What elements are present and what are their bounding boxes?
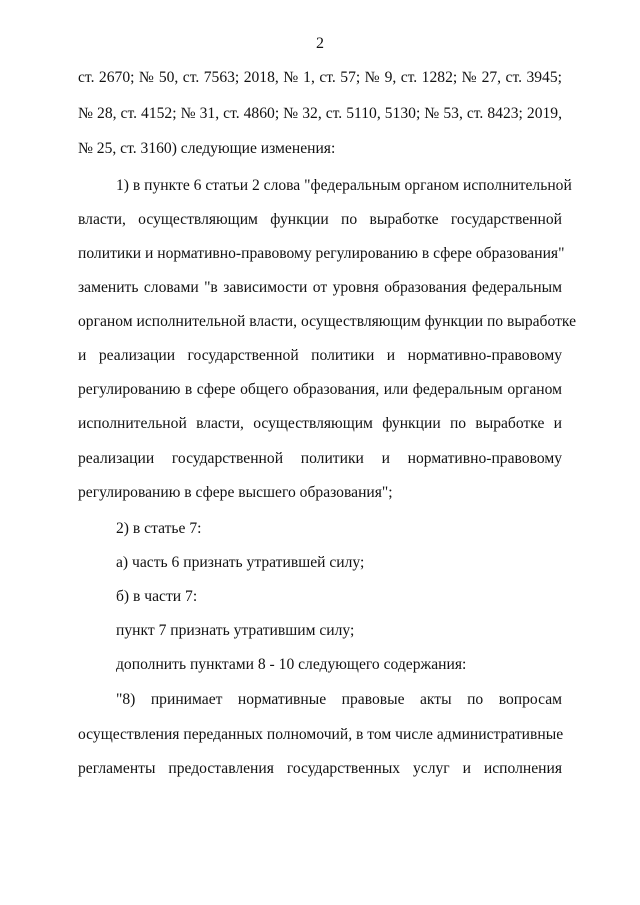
text-line: регулированию в сфере общего образования, или федеральным органом (78, 381, 562, 398)
text-line: б) в части 7: (116, 588, 198, 605)
text-line: органом исполнительной власти, осуществляющим функции по выработке (78, 313, 576, 330)
text-line: "8) принимает нормативные правовые акты по вопросам (116, 691, 562, 708)
text-line: исполнительной власти, осуществляющим функции по выработке и (78, 415, 562, 432)
text-line: пункт 7 признать утратившим силу; (116, 622, 355, 639)
text-line: и реализации государственной политики и нормативно-правовому (78, 347, 562, 364)
page-number: 2 (316, 35, 324, 52)
text-line: ст. 2670; № 50, ст. 7563; 2018, № 1, ст. 57; № 9, ст. 1282; № 27, ст. 3945; (78, 69, 562, 86)
text-line: заменить словами "в зависимости от уровня образования федеральным (78, 279, 562, 296)
text-line: 1) в пункте 6 статьи 2 слова "федеральным органом исполнительной (116, 177, 572, 194)
text-line: дополнить пунктами 8 - 10 следующего содержания: (116, 656, 467, 673)
text-line: регламенты предоставления государственных услуг и исполнения (78, 760, 562, 777)
text-line: а) часть 6 признать утратившей силу; (116, 554, 365, 571)
text-line: реализации государственной политики и нормативно-правовому (78, 450, 562, 467)
text-line: власти, осуществляющим функции по выработке государственной (78, 211, 562, 228)
text-line: регулированию в сфере высшего образования"; (78, 484, 393, 501)
text-line: № 28, ст. 4152; № 31, ст. 4860; № 32, ст. 5110, 5130; № 53, ст. 8423; 2019, (78, 105, 562, 122)
text-line: № 25, ст. 3160) следующие изменения: (78, 140, 336, 157)
text-line: осуществления переданных полномочий, в том числе административные (78, 726, 564, 743)
text-line: политики и нормативно-правовому регулированию в сфере образования" (78, 245, 565, 262)
text-line: 2) в статье 7: (116, 520, 202, 537)
